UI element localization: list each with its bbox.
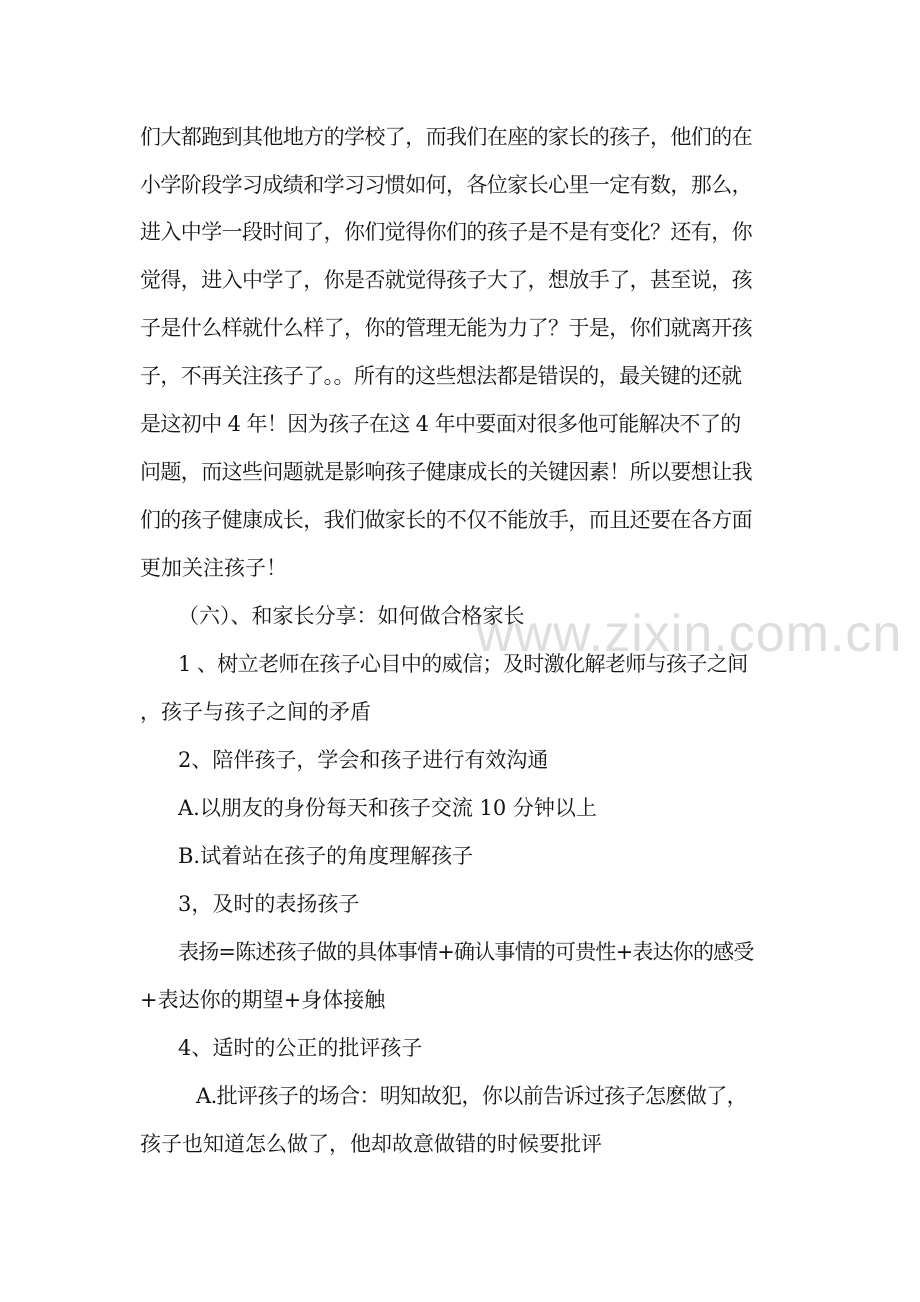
text-line: 小学阶段学习成绩和学习习惯如何，各位家长心里一定有数，那么， — [140, 173, 752, 197]
text-line: 子，不再关注孩子了。。所有的这些想法都是错误的，最关键的还就 — [140, 364, 742, 388]
text-line: 孩子也知道怎么做了，他却故意做错的时候要批评 — [140, 1132, 602, 1156]
sub-item: A.以朋友的身份每天和孩子交流 10 分钟以上 — [178, 796, 597, 820]
text-line: ，孩子与孩子之间的矛盾 — [140, 700, 371, 724]
text-line: 子是什么样就什么样了，你的管理无能为力了？于是，你们就离开孩 — [140, 316, 752, 340]
text-line: 表扬=陈述孩子做的具体事情+确认事情的可贵性+表达你的感受 — [178, 940, 754, 964]
text-line: +表达你的期望+身体接触 — [140, 988, 386, 1012]
section-heading: （六）、和家长分享：如何做合格家长 — [178, 604, 525, 628]
text-line: 进入中学一段时间了，你们觉得你们的孩子是不是有变化？还有，你 — [140, 220, 752, 244]
text-line: 觉得，进入中学了，你是否就觉得孩子大了，想放手了，甚至说，孩 — [140, 268, 752, 292]
sub-item: B.试着站在孩子的角度理解孩子 — [178, 844, 474, 868]
list-item: 4、适时的公正的批评孩子 — [178, 1036, 423, 1060]
text-line: 们的孩子健康成长，我们做家长的不仅不能放手，而且还要在各方面 — [140, 508, 752, 532]
list-item: 3，及时的表扬孩子 — [178, 892, 360, 916]
sub-item: A.批评孩子的场合：明知故犯，你以前告诉过孩子怎麽做了， — [196, 1084, 748, 1108]
text-line: 们大都跑到其他地方的学校了，而我们在座的家长的孩子，他们的在 — [140, 125, 752, 149]
list-item: 2、陪伴孩子，学会和孩子进行有效沟通 — [178, 748, 549, 772]
text-line: 是这初中 4 年！因为孩子在这 4 年中要面对很多他可能解决不了的 — [140, 412, 741, 436]
watermark: www.zixin.com.cn — [476, 605, 903, 663]
list-item: 1 、树立老师在孩子心目中的威信；及时激化解老师与孩子之间 — [178, 652, 748, 676]
text-line: 更加关注孩子！ — [140, 556, 287, 580]
text-line: 问题，而这些问题就是影响孩子健康成长的关键因素！所以要想让我 — [140, 460, 752, 484]
